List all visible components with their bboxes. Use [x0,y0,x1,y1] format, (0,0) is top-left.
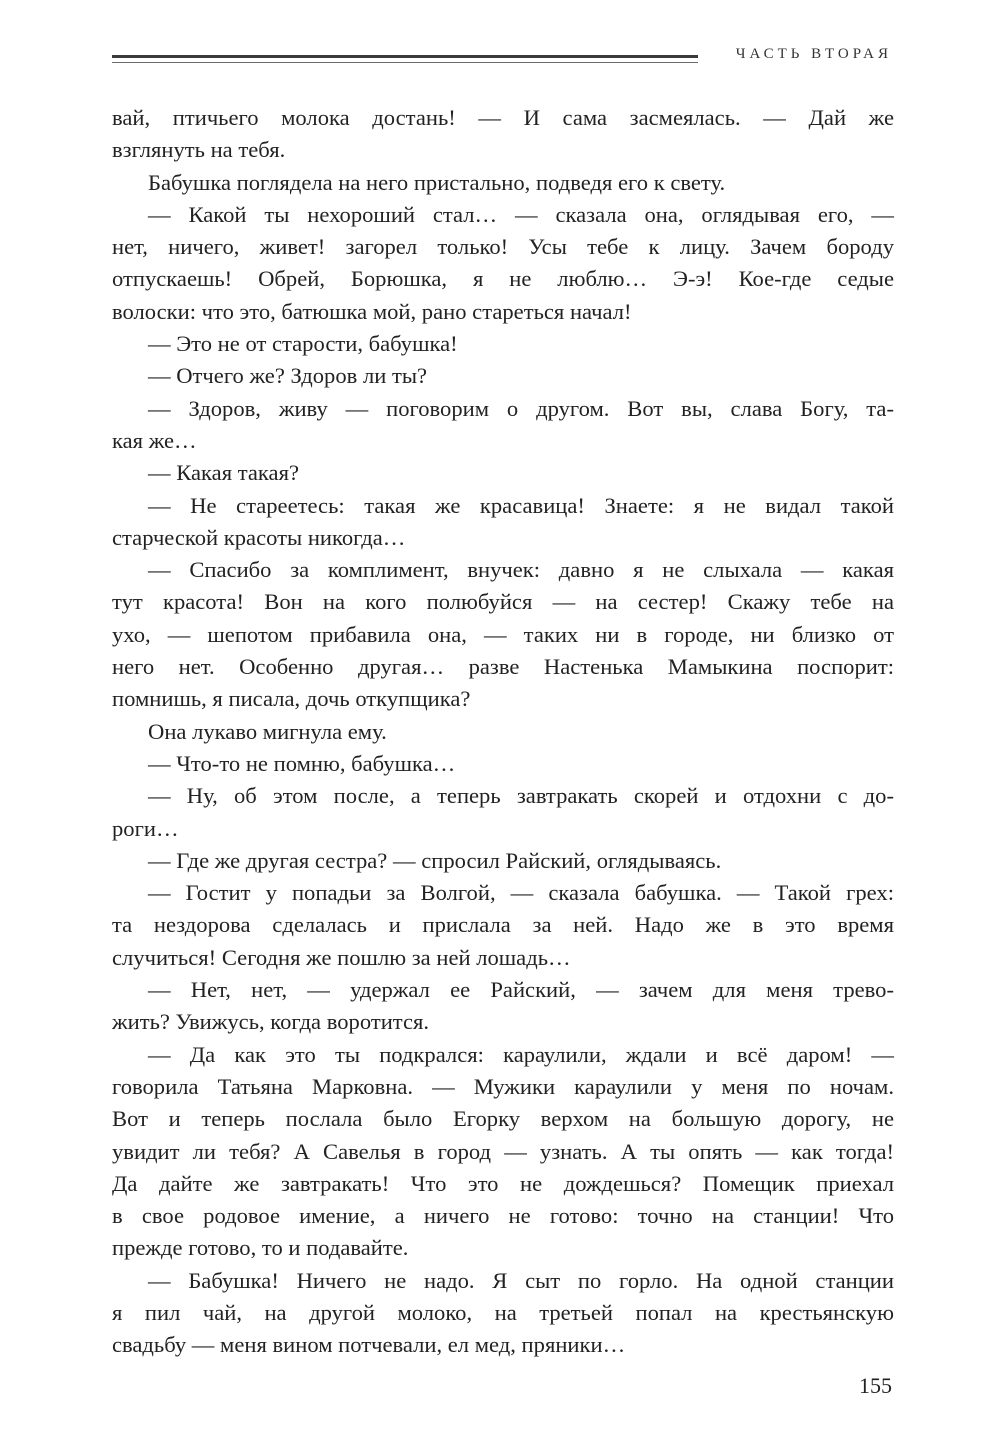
text-line: — Здоров, живу — поговорим о другом. Вот вы, слава Богу, та- [148,395,894,421]
text-line: вай, птичьего молока достань! — И сама засмеялась. — Дай же [112,105,894,130]
page-header [112,40,892,74]
text-line: случиться! Сегодня же пошлю за ней лошадь… [112,944,571,970]
text-line: Она лукаво мигнула ему. [148,718,387,744]
text-line: тут красота! Вон на кого полюбуйся — на сестер! Скажу тебе на [112,589,894,615]
text-line: я пил чай, на другой молоко, на третьей попал на крестьянскую [112,1299,894,1325]
header-rule-thick [112,55,698,58]
text-line: в свое родовое имение, а ничего не готово: точно на станции! Что [112,1203,894,1229]
text-line: — Да как это ты подкрался: караулили, ждали и всё даром! — [148,1041,894,1067]
text-line: — Нет, нет, — удержал ее Райский, — зачем для меня трево- [148,977,894,1003]
running-head: ЧАСТЬ ВТОРАЯ [735,46,892,62]
text-line: роги… [112,815,179,841]
text-line: — Не стареетесь: такая же красавица! Знаете: я не видал такой [148,492,894,518]
text-line: нет, ничего, живет! загорел только! Усы тебе к лицу. Зачем бороду [112,234,894,260]
text-line: говорила Татьяна Марковна. — Мужики караулили у меня по ночам. [112,1073,894,1099]
text-line: та нездорова сделалась и прислала за ней. Надо же в это время [112,912,894,938]
text-line: — Отчего же? Здоров ли ты? [148,363,428,389]
text-line: ухо, — шепотом прибавила она, — таких ни в городе, ни близко от [112,621,894,647]
text-line: — Что-то не помню, бабушка… [148,750,456,776]
text-line: отпускаешь! Обрей, Борюшка, я не люблю… Э-э! Кое-где седые [112,266,894,292]
text-line: волоски: что это, батюшка мой, рано стареться начал! [112,298,632,324]
text-line: жить? Увижусь, когда воротится. [112,1009,430,1035]
text-line: Да дайте же завтракать! Что это не дождешься? Помещик приехал [112,1170,894,1196]
text-line: — Спасибо за комплимент, внучек: давно я не слыхала — какая [148,557,894,583]
text-line: взглянуть на тебя. [112,137,286,163]
text-line: — Ну, об этом после, а теперь завтракать скорей и отдохни с до- [148,783,894,809]
text-line: — Какой ты нехороший стал… — сказала она, оглядывая его, — [148,201,894,227]
text-line: — Гостит у попадьи за Волгой, — сказала бабушка. — Такой грех: [148,880,894,906]
header-rule-thin [112,62,698,63]
text-line: Бабушка поглядела на него пристально, подведя его к свету. [148,169,726,195]
text-line: — Бабушка! Ничего не надо. Я сыт по горло. На одной станции [148,1267,894,1293]
text-line: прежде готово, то и подавайте. [112,1235,409,1261]
text-line: кая же… [112,427,197,453]
text-line: увидит ли тебя? А Савелья в город — узнать. А ты опять — как тогда! [112,1138,894,1164]
text-line: — Какая такая? [148,460,300,486]
page-number: 155 [859,1373,892,1398]
text-line: старческой красоты никогда… [112,524,406,550]
text-line: — Это не от старости, бабушка! [148,331,458,357]
text-line: него нет. Особенно другая… разве Настенька Мамыкина поспорит: [112,654,894,680]
text-line: — Где же другая сестра? — спросил Райский, оглядываясь. [148,847,722,873]
body-text [112,102,894,1362]
text-line: помнишь, я писала, дочь откупщика? [112,686,471,712]
text-line: свадьбу — меня вином потчевали, ел мед, пряники… [112,1332,626,1358]
text-line: Вот и теперь послала было Егорку верхом на большую дорогу, не [112,1106,894,1132]
